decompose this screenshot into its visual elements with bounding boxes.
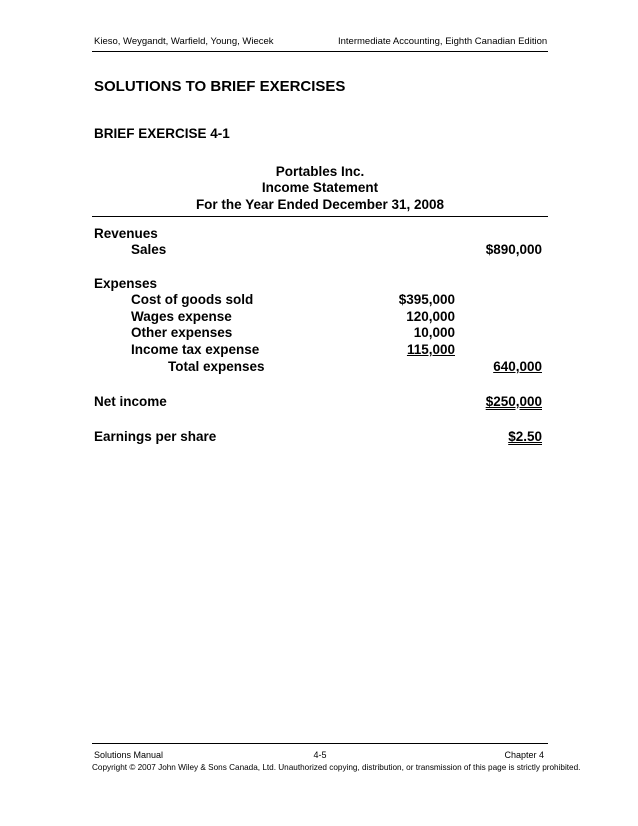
total-expenses-label: Total expenses [168, 359, 265, 374]
total-expenses-value [445, 359, 542, 374]
expense-value-other: 10,000 [413, 325, 455, 340]
footer-chapter: Chapter 4 [504, 750, 544, 760]
net-income-value-text: $250,000 [485, 394, 542, 409]
net-income-label: Net income [94, 394, 167, 409]
footer-divider [92, 743, 548, 744]
footer-copyright: Copyright © 2007 John Wiley & Sons Canada, Ltd. Unauthorized copying, distribution, or transmission of this page is strictly prohibited. [92, 763, 581, 772]
expense-label-cogs: Cost of goods sold [131, 292, 254, 307]
header-authors: Kieso, Weygandt, Warfield, Young, Wiecek [94, 36, 274, 47]
expense-value-cogs: $395,000 [398, 292, 455, 307]
header-divider [92, 51, 548, 52]
footer-left: Solutions Manual [94, 750, 164, 760]
expenses-heading: Expenses [94, 276, 158, 291]
total-expenses-value-text: 640,000 [493, 359, 542, 374]
section-title: SOLUTIONS TO BRIEF EXERCISES [94, 78, 346, 95]
net-income-value [445, 394, 542, 409]
eps-value-text: $2.50 [508, 429, 542, 444]
statement-name: Income Statement [261, 180, 379, 195]
expense-label-income-tax: Income tax expense [131, 342, 260, 357]
header-book-title: Intermediate Accounting, Eighth Canadian Edition [338, 36, 548, 47]
footer-page-number: 4-5 [313, 750, 327, 760]
company-name: Portables Inc. [275, 164, 365, 179]
sales-label: Sales [131, 242, 167, 257]
statement-period: For the Year Ended December 31, 2008 [195, 197, 445, 212]
exercise-title: BRIEF EXERCISE 4-1 [94, 126, 230, 141]
expense-value-wages: 120,000 [406, 309, 455, 324]
expense-label-other: Other expenses [131, 325, 233, 340]
revenues-heading: Revenues [94, 226, 158, 241]
expense-value-income-tax-text: 115,000 [406, 342, 455, 357]
statement-divider [92, 216, 548, 217]
expense-value-income-tax [360, 342, 455, 357]
eps-value [445, 429, 542, 444]
expense-label-wages: Wages expense [131, 309, 232, 324]
sales-value: $890,000 [485, 242, 542, 257]
eps-label: Earnings per share [94, 429, 217, 444]
